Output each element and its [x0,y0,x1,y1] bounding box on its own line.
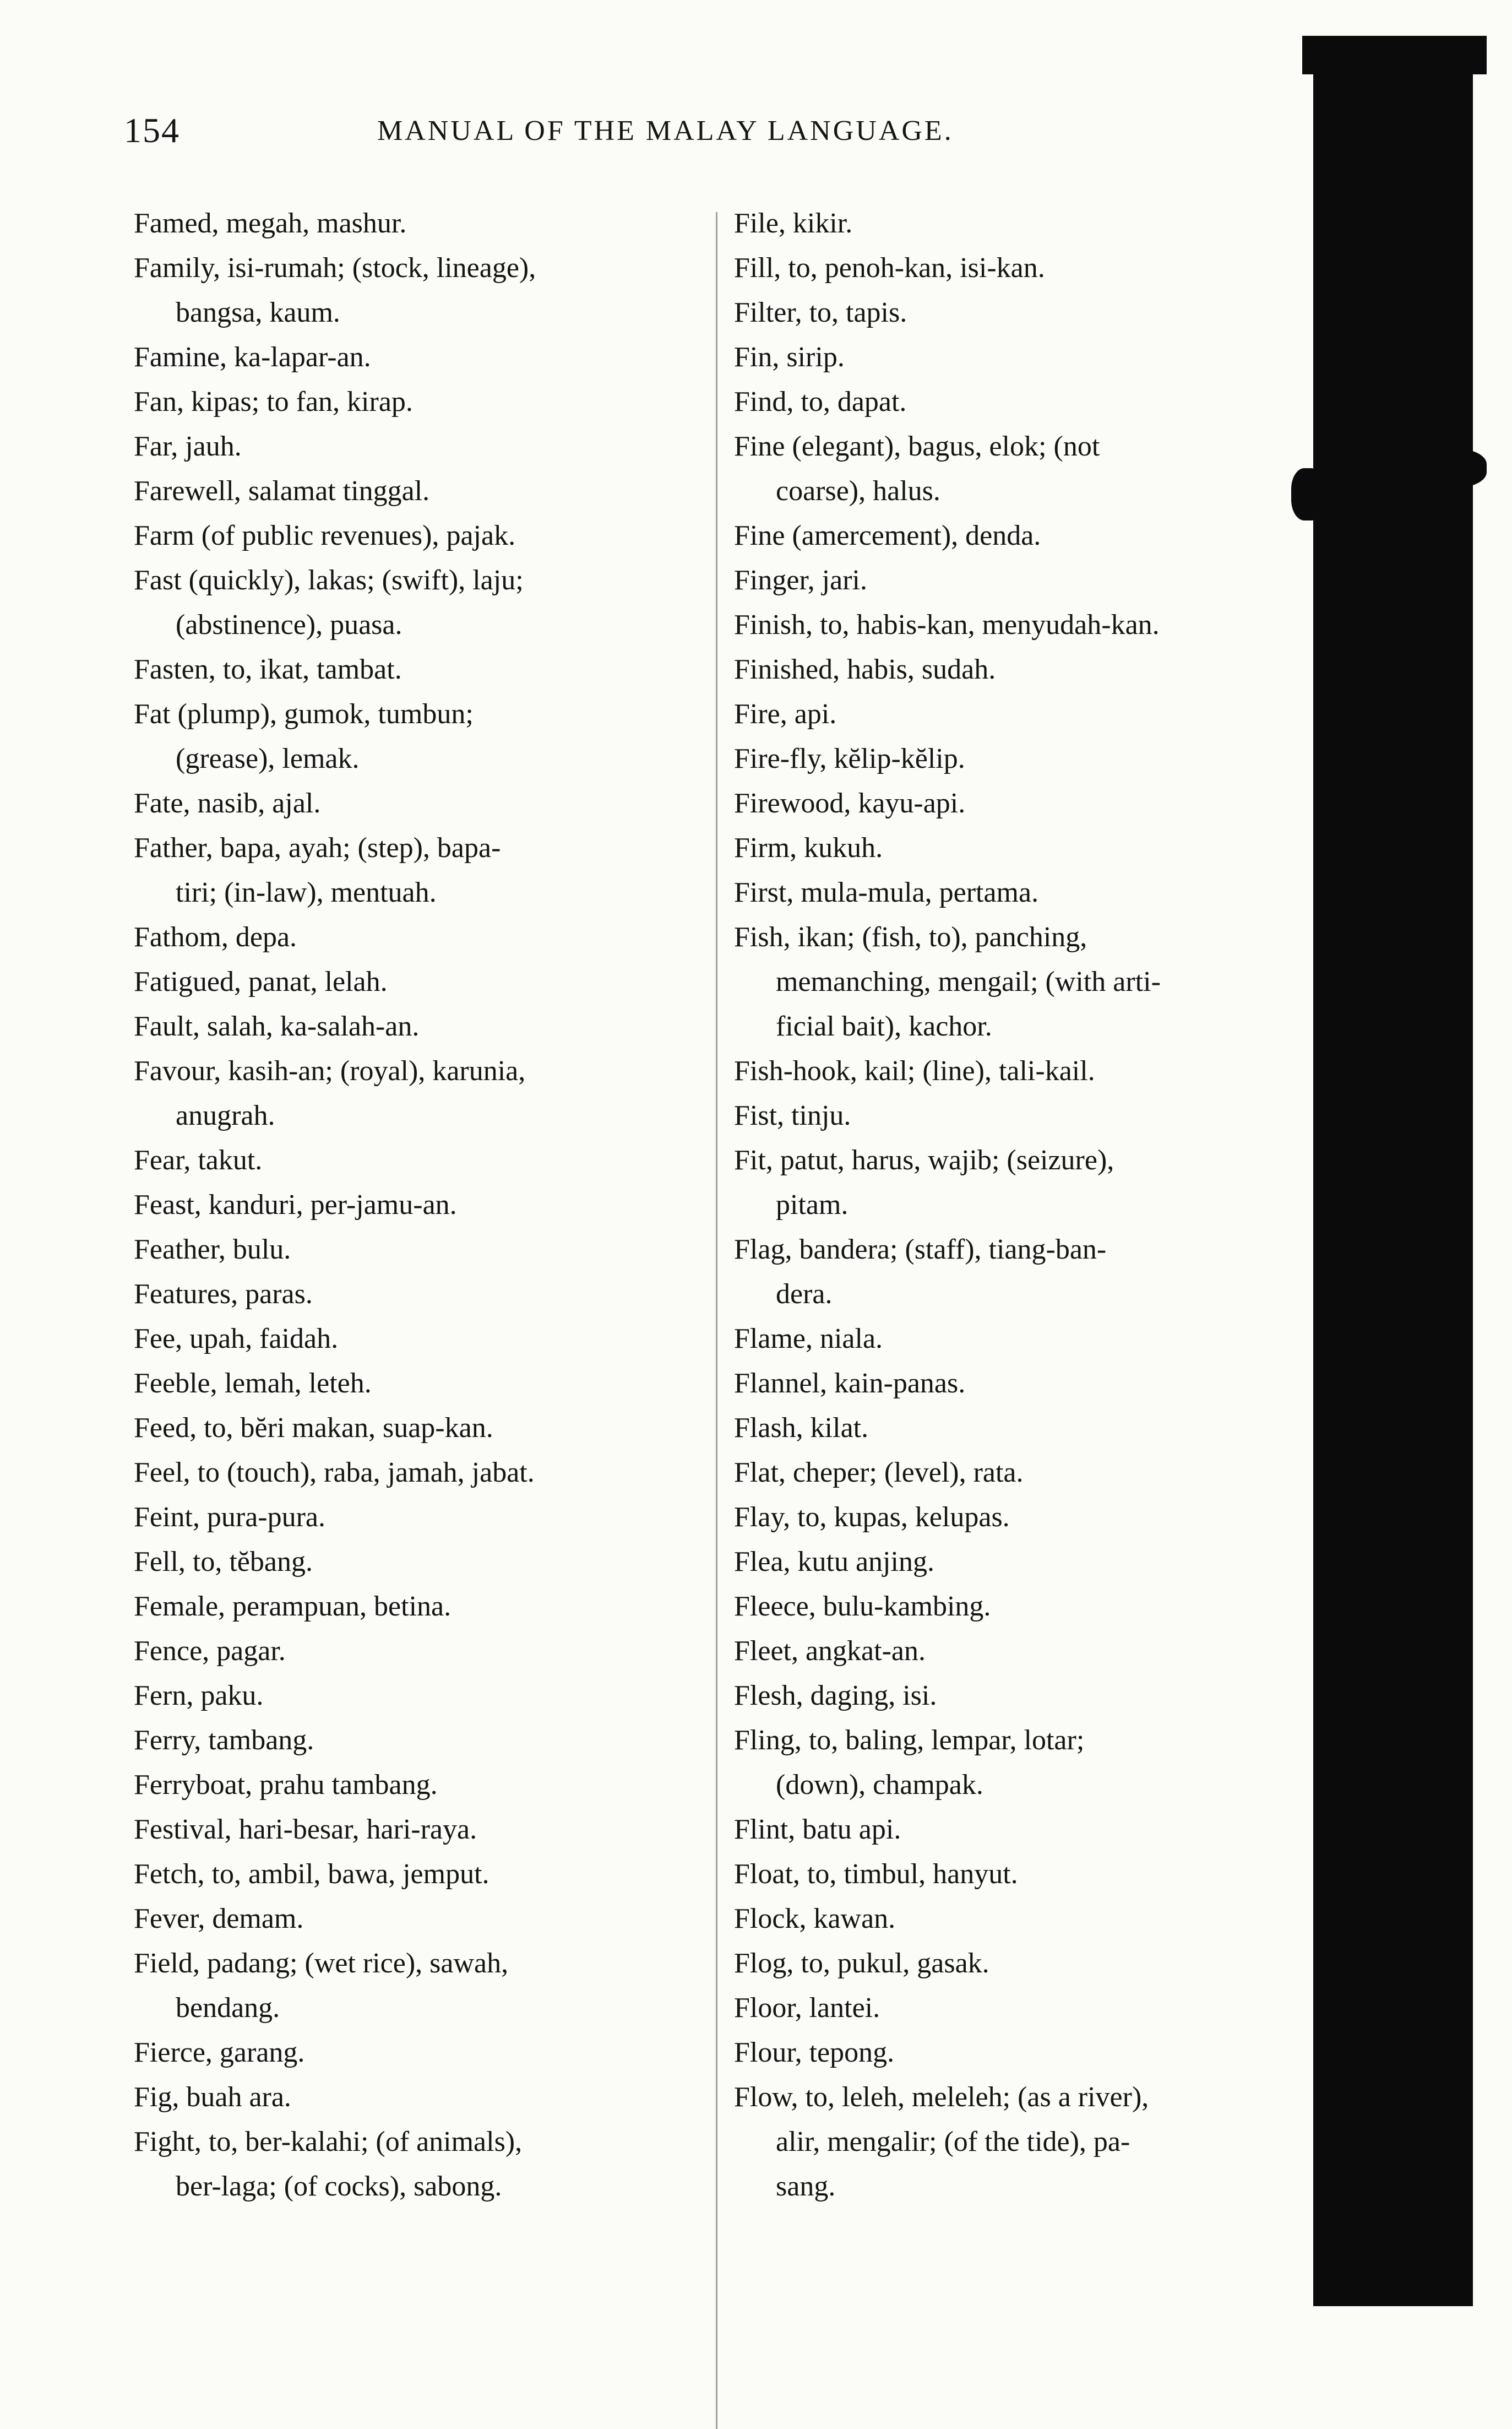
dictionary-line: Farm (of public revenues), pajak. [134,520,516,551]
dictionary-line: Flash, kilat. [734,1412,869,1444]
dictionary-line: (grease), lemak. [176,743,360,774]
dictionary-line: Fan, kipas; to fan, kirap. [134,386,413,418]
dictionary-line: Fit, patut, harus, wajib; (seizure), [734,1145,1114,1176]
dictionary-line: Fear, takut. [134,1145,263,1176]
dictionary-line: Fern, paku. [134,1680,264,1711]
dictionary-line: Famed, megah, mashur. [134,208,407,239]
right-column [734,201,1312,2209]
dictionary-line: Fetch, to, ambil, bawa, jemput. [134,1858,490,1890]
dictionary-line: Floor, lantei. [734,1992,880,2024]
dictionary-line: Ferryboat, prahu tambang. [134,1769,438,1801]
dictionary-line: Flannel, kain-panas. [734,1368,966,1399]
dictionary-line: Fever, demam. [134,1903,304,1934]
dictionary-line: Finger, jari. [734,565,867,596]
dictionary-line: Favour, kasih-an; (royal), karunia, [134,1055,526,1087]
dictionary-line: Fault, salah, ka-salah-an. [134,1011,420,1042]
left-column [134,201,704,2209]
dictionary-line: Flesh, daging, isi. [734,1680,937,1711]
dictionary-line: Fierce, garang. [134,2037,305,2068]
dictionary-line: Flint, batu api. [734,1814,901,1845]
dictionary-line: Fast (quickly), lakas; (swift), laju; [134,565,524,596]
dictionary-line: Fat (plump), gumok, tumbun; [134,698,474,730]
dictionary-line: coarse), halus. [776,475,940,507]
dictionary-line: Filter, to, tapis. [734,297,907,328]
dictionary-line: Fatigued, panat, lelah. [134,966,388,997]
dictionary-line: Fine (elegant), bagus, elok; (not [734,431,1100,462]
dictionary-line: Festival, hari-besar, hari-raya. [134,1814,477,1845]
dictionary-line: Fleece, bulu-kambing. [734,1591,991,1622]
dictionary-line: Flock, kawan. [734,1903,896,1934]
dictionary-line: Flour, tepong. [734,2037,895,2068]
dictionary-line: Fish, ikan; (fish, to), panching, [734,921,1087,953]
dictionary-line: Fling, to, baling, lempar, lotar; [734,1725,1085,1756]
dictionary-line: pitam. [776,1189,849,1221]
dictionary-line: Features, paras. [134,1278,313,1310]
dictionary-line: Fish-hook, kail; (line), tali-kail. [734,1055,1095,1087]
dictionary-line: Feel, to (touch), raba, jamah, jabat. [134,1457,535,1488]
dictionary-line: Far, jauh. [134,431,242,462]
dictionary-line: Fathom, depa. [134,921,297,953]
dictionary-line: Flat, cheper; (level), rata. [734,1457,1024,1488]
dictionary-line: Fine (amercement), denda. [734,520,1041,551]
dictionary-line: Flea, kutu anjing. [734,1546,934,1577]
running-head: MANUAL OF THE MALAY LANGUAGE. [377,115,954,147]
dictionary-line: memanching, mengail; (with arti- [776,966,1161,997]
ink-blot [1412,1840,1465,1906]
dictionary-line: dera. [776,1278,833,1310]
dictionary-line: Find, to, dapat. [734,386,907,418]
page-header [124,110,1115,160]
dictionary-line: Fight, to, ber-kalahi; (of animals), [134,2126,523,2157]
dictionary-line: ficial bait), kachor. [776,1011,992,1042]
dictionary-line: Finished, habis, sudah. [734,654,996,685]
dictionary-line: tiri; (in-law), mentuah. [176,877,437,908]
dictionary-line: Feeble, lemah, leteh. [134,1368,372,1399]
dictionary-line: Fee, upah, faidah. [134,1323,339,1354]
dictionary-line: Feather, bulu. [134,1234,291,1265]
dictionary-line: Feast, kanduri, per-jamu-an. [134,1189,457,1221]
dictionary-line: Fate, nasib, ajal. [134,788,321,819]
dictionary-line: Flay, to, kupas, kelupas. [734,1501,1010,1533]
dictionary-line: Firewood, kayu-api. [734,788,966,819]
dictionary-line: Finish, to, habis-kan, menyudah-kan. [734,609,1160,641]
dictionary-line: Female, perampuan, betina. [134,1591,452,1622]
binding-shadow [1313,36,1473,2306]
dictionary-line: Fig, buah ara. [134,2081,291,2113]
dictionary-line: sang. [776,2171,836,2202]
ink-blot [1410,1082,1473,1129]
dictionary-line: Field, padang; (wet rice), sawah, [134,1948,509,1979]
dictionary-line: Father, bapa, ayah; (step), bapa- [134,832,501,864]
dictionary-line: Ferry, tambang. [134,1725,314,1756]
dictionary-line: Flame, niala. [734,1323,883,1354]
dictionary-line: (down), champak. [776,1769,983,1801]
dictionary-line: Famine, ka-lapar-an. [134,341,371,373]
dictionary-line: Flow, to, leleh, meleleh; (as a river), [734,2081,1149,2113]
ink-blot [1418,1311,1451,1341]
dictionary-line: Fasten, to, ikat, tambat. [134,654,402,685]
dictionary-line: File, kikir. [734,208,853,239]
dictionary-line: ber-laga; (of cocks), sabong. [176,2171,502,2202]
dictionary-line: alir, mengalir; (of the tide), pa- [776,2126,1130,2157]
dictionary-line: Flog, to, pukul, gasak. [734,1948,989,1979]
dictionary-line: bendang. [176,1992,280,2024]
dictionary-line: Fill, to, penoh-kan, isi-kan. [734,252,1045,284]
dictionary-line: Fire, api. [734,698,837,730]
dictionary-line: Fist, tinju. [734,1100,851,1131]
dictionary-line: bangsa, kaum. [176,297,340,328]
dictionary-line: anugrah. [176,1100,275,1131]
dictionary-line: Feint, pura-pura. [134,1501,326,1533]
dictionary-line: Firm, kukuh. [734,832,883,864]
dictionary-line: Fence, pagar. [134,1635,286,1667]
dictionary-line: Feed, to, bĕri makan, suap-kan. [134,1412,493,1444]
dictionary-line: Fin, sirip. [734,341,845,373]
dictionary-line: (abstinence), puasa. [176,609,403,641]
dictionary-line: Fell, to, tĕbang. [134,1546,313,1577]
dictionary-line: Family, isi-rumah; (stock, lineage), [134,252,536,284]
dictionary-line: Fleet, angkat-an. [734,1635,926,1667]
dictionary-line: Flag, bandera; (staff), tiang-ban- [734,1234,1107,1265]
dictionary-line: First, mula-mula, pertama. [734,877,1039,908]
page-number: 154 [124,111,180,150]
ink-blot [1291,468,1324,520]
column-divider [716,212,717,2429]
dictionary-line: Fire-fly, kĕlip-kĕlip. [734,743,965,774]
dictionary-line: Float, to, timbul, hanyut. [734,1858,1018,1890]
dictionary-line: Farewell, salamat tinggal. [134,475,430,507]
ink-blot [1415,449,1487,487]
